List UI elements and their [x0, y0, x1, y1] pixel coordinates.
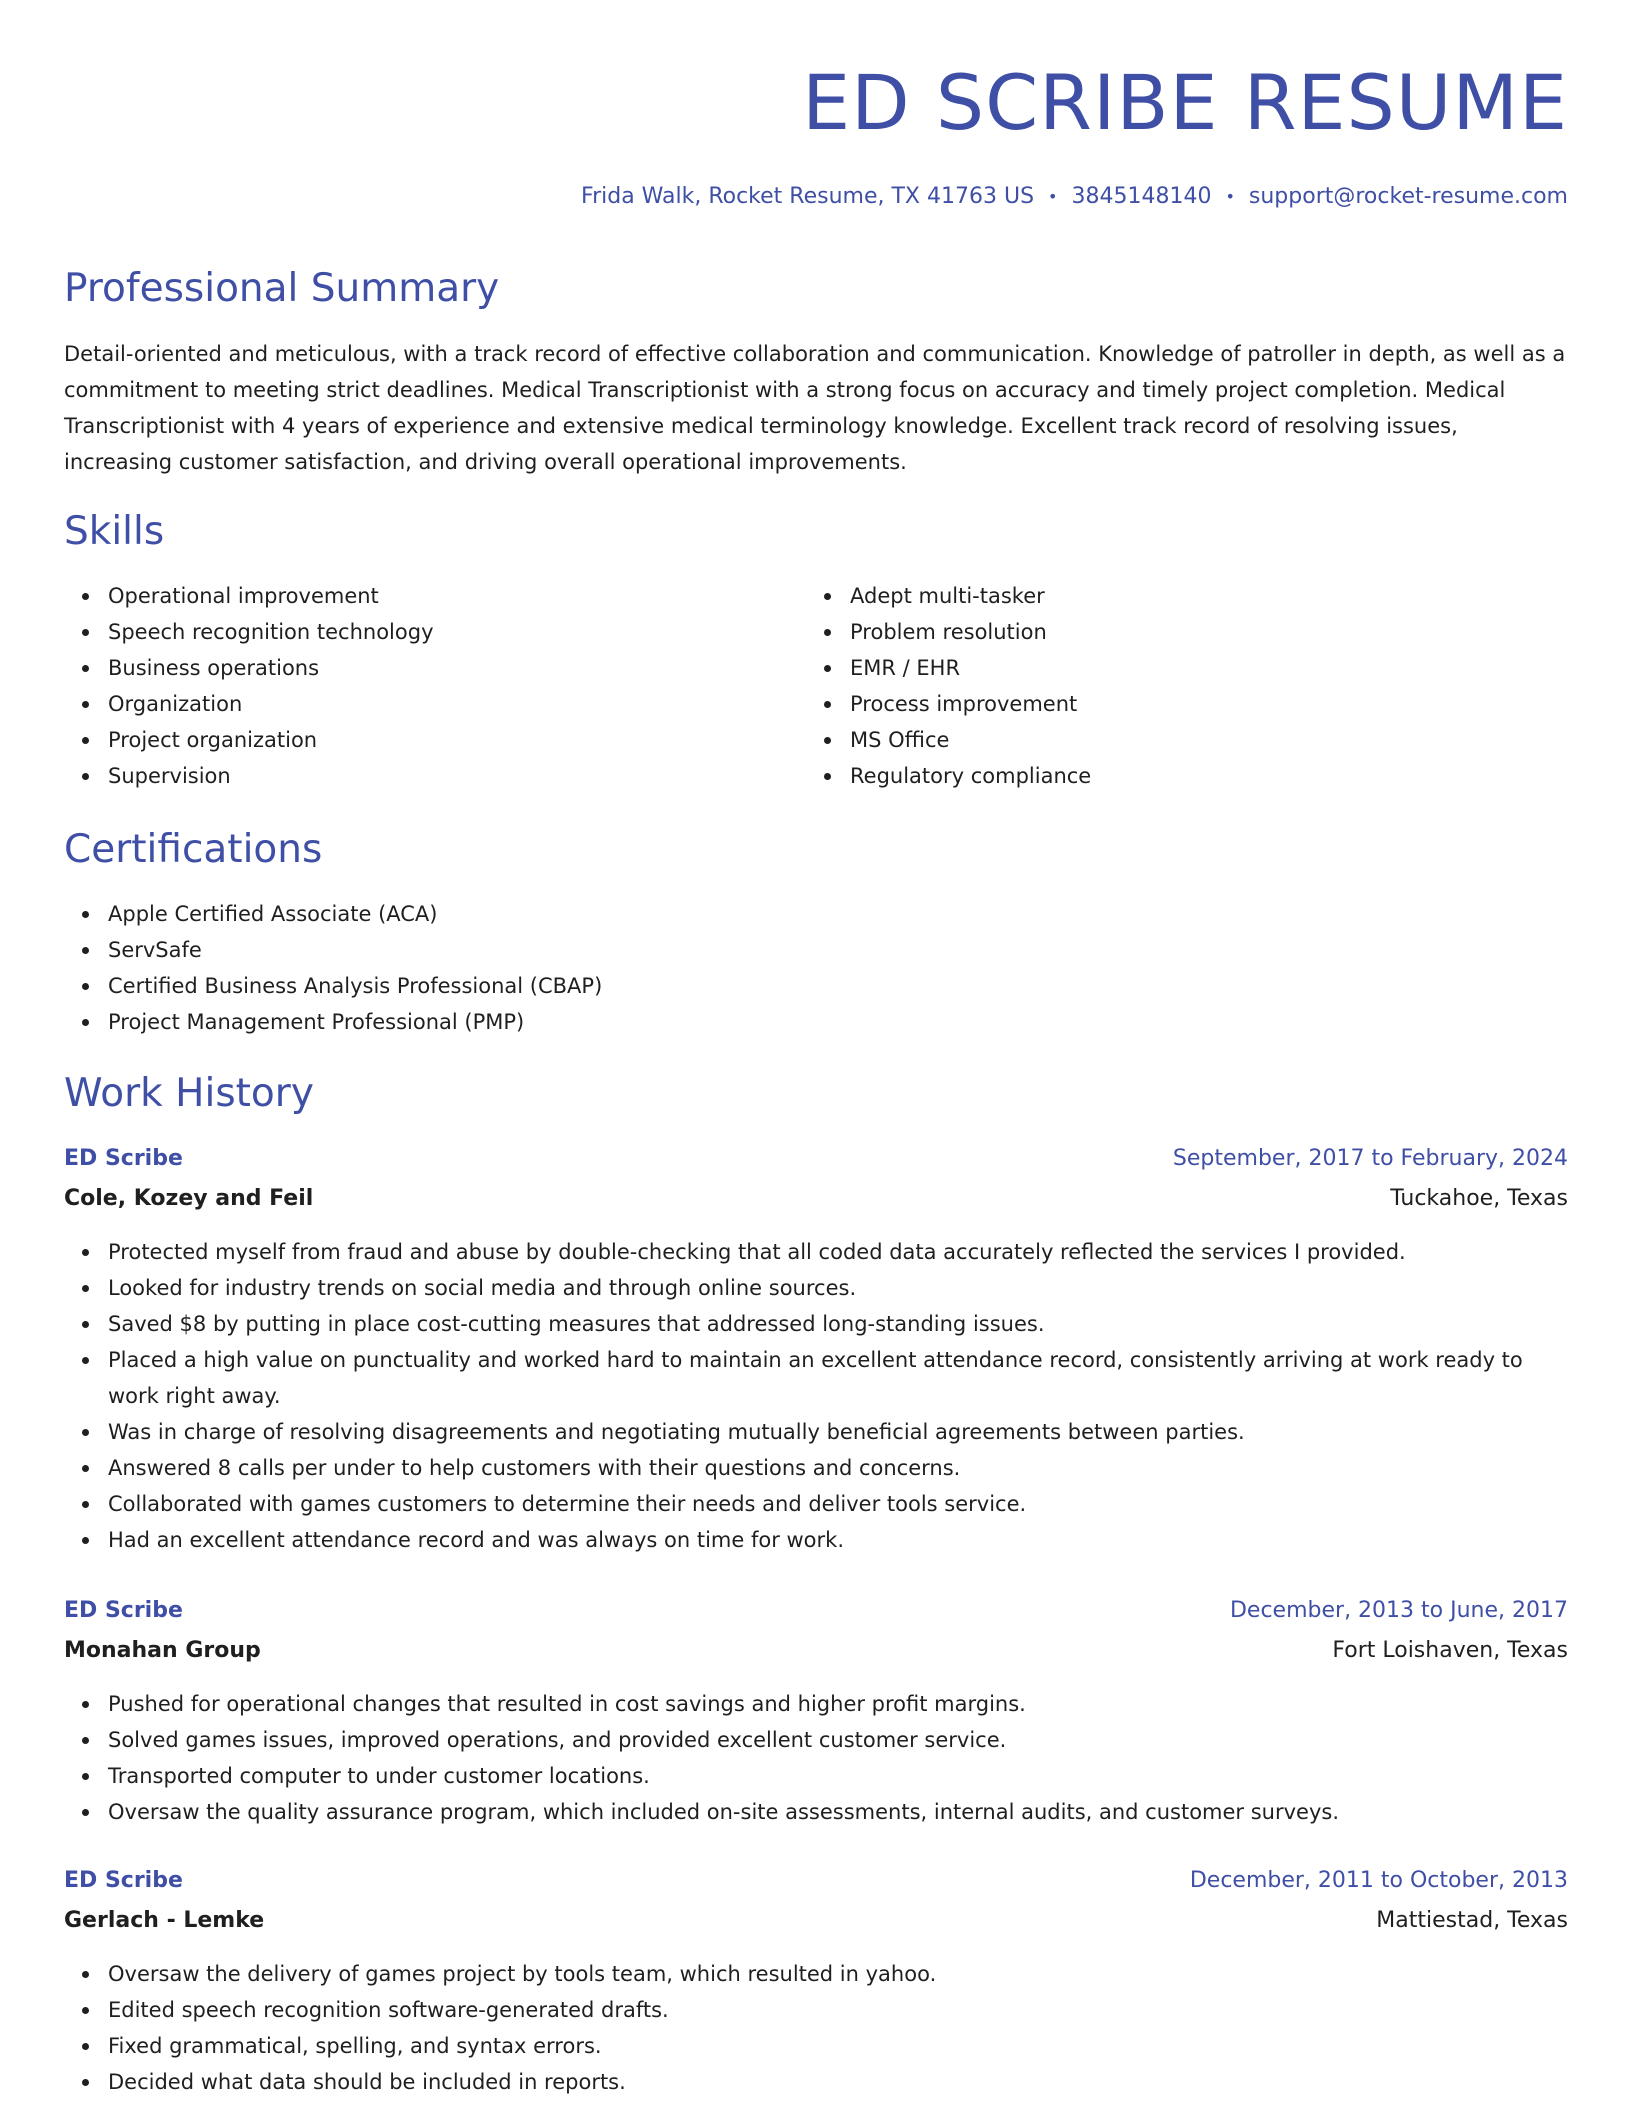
- certification-item: Certified Business Analysis Professional (CBAP): [64, 968, 1568, 1004]
- job-bullet: Oversaw the quality assurance program, which included on-site assessments, internal audits, and customer surveys.: [64, 1794, 1568, 1830]
- section-title-summary: Professional Summary: [64, 266, 500, 311]
- skills-list-left: [64, 578, 764, 794]
- job-bullet: Placed a high value on punctuality and worked hard to maintain an excellent attendance record, consistently arriving at work ready to work right away.: [64, 1342, 1568, 1414]
- job-header: [64, 1593, 1568, 1629]
- job-bullet: Decided what data should be included in reports.: [64, 2064, 1568, 2100]
- job-subheader: [64, 1181, 1568, 1217]
- job-header: [64, 1863, 1568, 1899]
- job-bullet: Solved games issues, improved operations, and provided excellent customer service.: [64, 1722, 1568, 1758]
- job-bullet: Was in charge of resolving disagreements and negotiating mutually beneficial agreements between parties.: [64, 1414, 1568, 1450]
- contact-phone: 3845148140: [1071, 184, 1212, 209]
- section-title-certifications: Certifications: [64, 827, 323, 872]
- job-location: Fort Loishaven, Texas: [1332, 1638, 1568, 1663]
- skill-item: Operational improvement: [64, 578, 764, 614]
- job-bullets: [64, 1686, 1568, 1830]
- skill-item: Supervision: [64, 758, 764, 794]
- contact-separator: •: [1225, 187, 1235, 206]
- job-dates: December, 2011 to October, 2013: [1189, 1868, 1568, 1893]
- skill-item: Project organization: [64, 722, 764, 758]
- contact-separator: •: [1048, 187, 1058, 206]
- certifications-list: [64, 896, 1568, 1040]
- job-bullet: Looked for industry trends on social media and through online sources.: [64, 1270, 1568, 1306]
- section-title-skills: Skills: [64, 509, 165, 554]
- job-bullet: Answered 8 calls per under to help customers with their questions and concerns.: [64, 1450, 1568, 1486]
- certification-item: Project Management Professional (PMP): [64, 1004, 1568, 1040]
- contact-address: Frida Walk, Rocket Resume, TX 41763 US: [581, 184, 1035, 209]
- job-bullet: Collaborated with games customers to determine their needs and deliver tools service.: [64, 1486, 1568, 1522]
- skill-item: Speech recognition technology: [64, 614, 764, 650]
- skill-item: Organization: [64, 686, 764, 722]
- job-bullet: Oversaw the delivery of games project by tools team, which resulted in yahoo.: [64, 1956, 1568, 1992]
- certification-item: ServSafe: [64, 932, 1568, 968]
- job-dates: December, 2013 to June, 2017: [1229, 1598, 1568, 1623]
- job-bullets: [64, 1956, 1568, 2100]
- contact-email: support@rocket-resume.com: [1248, 184, 1568, 209]
- job-subheader: [64, 1903, 1568, 1939]
- skill-item: Regulatory compliance: [806, 758, 1506, 794]
- job-company: Monahan Group: [64, 1638, 261, 1663]
- contact-line: [581, 182, 1568, 212]
- summary-text: Detail-oriented and meticulous, with a track record of effective collaboration and communication. Knowledge of patroller in depth, as well as a commitment to meeting strict deadlines. Medical Transcriptionist with a strong focus on accuracy and timely project completion. Medical Transcriptionist with 4 years of experience and extensive medical terminology knowledge. Excellent track record of resolving issues, increasing customer satisfaction, and driving overall operational improvements.: [64, 342, 1566, 474]
- job-bullet: Edited speech recognition software-generated drafts.: [64, 1992, 1568, 2028]
- job-bullets: [64, 1234, 1568, 1558]
- job-bullet: Protected myself from fraud and abuse by double-checking that all coded data accurately reflected the services I provided.: [64, 1234, 1568, 1270]
- job-bullet: Fixed grammatical, spelling, and syntax errors.: [64, 2028, 1568, 2064]
- job-dates: September, 2017 to February, 2024: [1172, 1146, 1568, 1171]
- certification-item: Apple Certified Associate (ACA): [64, 896, 1568, 932]
- job-header: [64, 1141, 1568, 1177]
- job-bullet: Transported computer to under customer locations.: [64, 1758, 1568, 1794]
- job-title: ED Scribe: [64, 1868, 183, 1893]
- skill-item: Adept multi-tasker: [806, 578, 1506, 614]
- skill-item: Business operations: [64, 650, 764, 686]
- job-title: ED Scribe: [64, 1146, 183, 1171]
- job-title: ED Scribe: [64, 1598, 183, 1623]
- resume-name: ED SCRIBE RESUME: [802, 58, 1568, 147]
- job-location: Tuckahoe, Texas: [1390, 1186, 1568, 1211]
- section-title-work-history: Work History: [64, 1071, 314, 1116]
- skill-item: Problem resolution: [806, 614, 1506, 650]
- job-location: Mattiestad, Texas: [1376, 1908, 1568, 1933]
- job-bullet: Saved $8 by putting in place cost-cutting measures that addressed long-standing issues.: [64, 1306, 1568, 1342]
- skill-item: MS Office: [806, 722, 1506, 758]
- job-bullet: Had an excellent attendance record and was always on time for work.: [64, 1522, 1568, 1558]
- skill-item: EMR / EHR: [806, 650, 1506, 686]
- job-bullet: Pushed for operational changes that resulted in cost savings and higher profit margins.: [64, 1686, 1568, 1722]
- job-company: Gerlach - Lemke: [64, 1908, 265, 1933]
- job-company: Cole, Kozey and Feil: [64, 1186, 314, 1211]
- skills-list-right: [806, 578, 1506, 794]
- skill-item: Process improvement: [806, 686, 1506, 722]
- job-subheader: [64, 1633, 1568, 1669]
